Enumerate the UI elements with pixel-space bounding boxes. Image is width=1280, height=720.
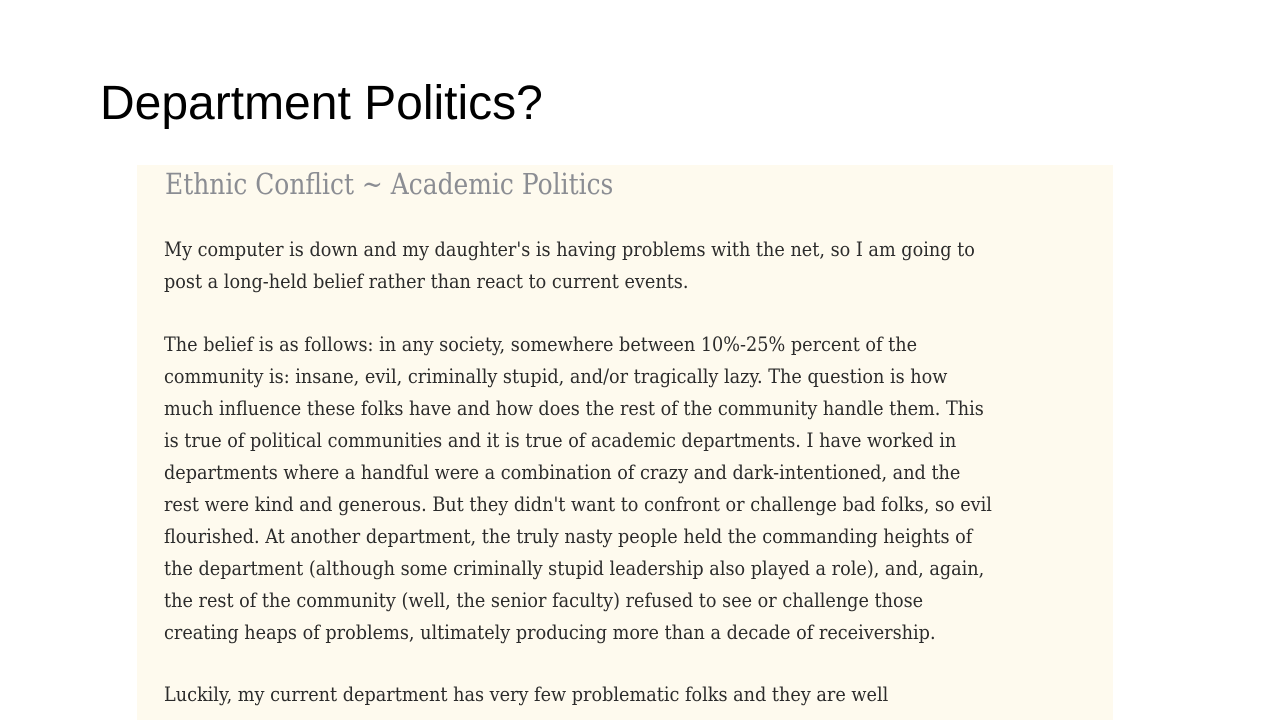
slide-title: Department Politics? bbox=[100, 77, 543, 130]
post-paragraph-1 bbox=[164, 234, 1060, 298]
blog-post-screenshot bbox=[137, 165, 1113, 720]
paragraph-line: community is: insane, evil, criminally stupid, and/or tragically lazy. The question is how bbox=[164, 365, 948, 388]
post-paragraph-3 bbox=[164, 679, 964, 711]
post-title: Ethnic Conflict ~ Academic Politics bbox=[165, 167, 614, 201]
paragraph-line: Luckily, my current department has very few problematic folks and they are well bbox=[164, 683, 889, 706]
post-paragraph-2 bbox=[164, 329, 1079, 649]
paragraph-line: rest were kind and generous. But they didn't want to confront or challenge bad folks, so evil bbox=[164, 493, 992, 516]
paragraph-line: The belief is as follows: in any society, somewhere between 10%-25% percent of the bbox=[164, 333, 918, 356]
paragraph-line: departments where a handful were a combination of crazy and dark-intentioned, and the bbox=[164, 461, 961, 484]
paragraph-line: the department (although some criminally stupid leadership also played a role), and, again, bbox=[164, 557, 985, 580]
paragraph-line: flourished. At another department, the truly nasty people held the commanding heights of bbox=[164, 525, 973, 548]
paragraph-line: post a long-held belief rather than react to current events. bbox=[164, 270, 689, 293]
paragraph-line: much influence these folks have and how does the rest of the community handle them. This bbox=[164, 397, 984, 420]
paragraph-line: is true of political communities and it is true of academic departments. I have worked in bbox=[164, 429, 957, 452]
paragraph-line: My computer is down and my daughter's is having problems with the net, so I am going to bbox=[164, 238, 975, 261]
paragraph-line: creating heaps of problems, ultimately producing more than a decade of receivership. bbox=[164, 621, 936, 644]
paragraph-line: the rest of the community (well, the senior faculty) refused to see or challenge those bbox=[164, 589, 924, 612]
